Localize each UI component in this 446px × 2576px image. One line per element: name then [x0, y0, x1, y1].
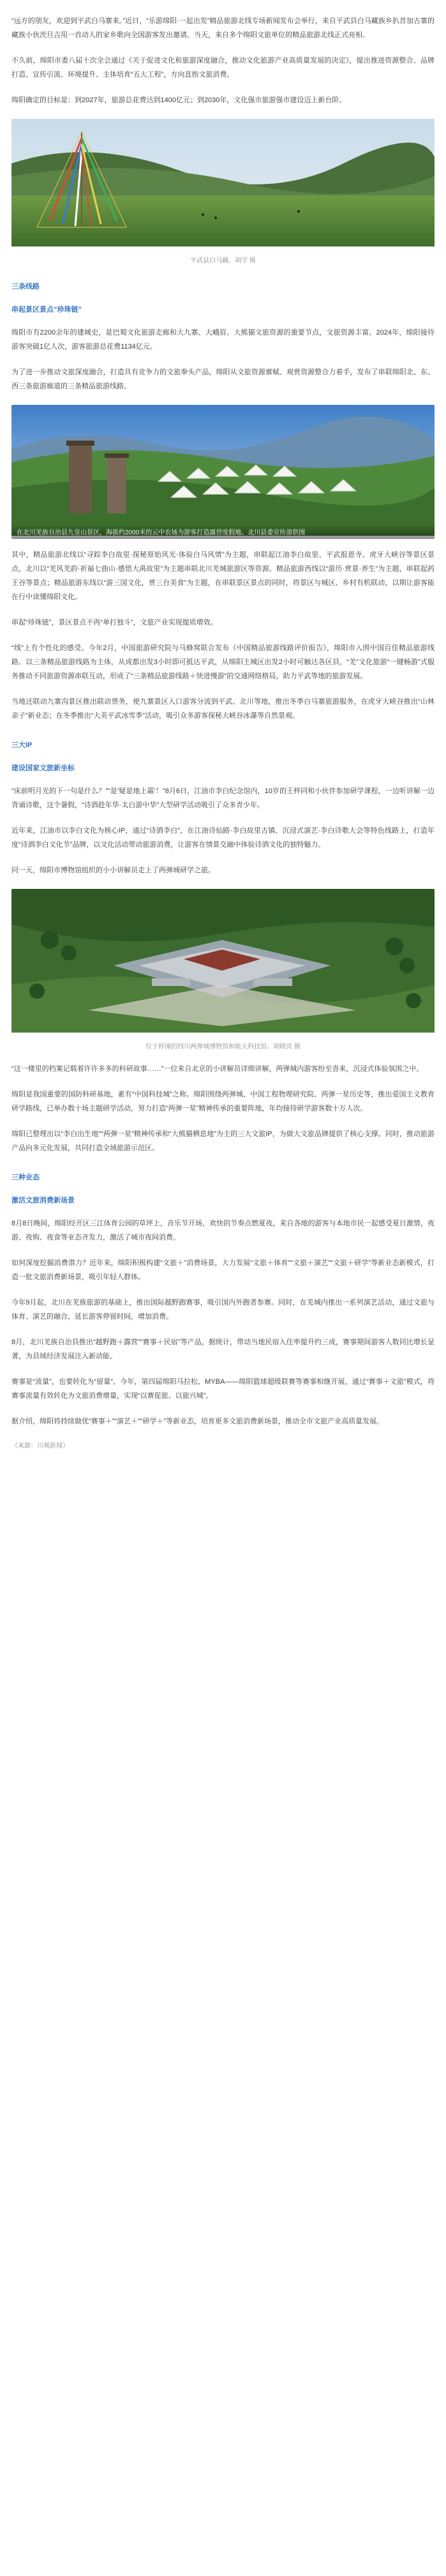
article-paragraph: 为了进一步推动文旅深度融合，打造具有竞争力的文旅拳头产品，绵阳从文旅资源禀赋、观赏资源整合力着手，发布了串联绵阳北、东、西三条旅游廊道的三条精品旅游线路。	[11, 368, 435, 390]
article-paragraph: 8月8日晚间，绵阳经开区三江体育公园的草坪上，音乐节开场，欢快的节奏点燃夏夜，来自各地的游客与本地市民一起感受夏日激情，夜游、夜购、夜食等业态齐发力，激活了城市夜间消费。	[11, 1220, 435, 1241]
section-subheading: 激活文旅消费新场景	[11, 1197, 75, 1204]
meadow-photo	[11, 119, 435, 250]
figure-caption: 位于梓潼的四川两弹城博物馆和航天科技馆。胡晓宾 摄	[145, 1043, 301, 1050]
article-paragraph: 绵阳是我国重要的国防科研基地，素有“中国科技城”之称。绵阳围绕两弹城、中国工程物理研究院、两弹一星历史等，推出爱国主义教育研学路线，已举办数十场主题研学活动，努力打造“两弹一星”精神传承的重要阵地，年均接待研学游客数十万人次。	[11, 1091, 435, 1112]
museum-illustration	[11, 889, 435, 1033]
figure-caption: 平武县白马藏。胡学 摄	[190, 257, 256, 264]
article-paragraph: 其中，精品旅游北线以“寻踪李白故里·探秘原始风光·体验白马风情”为主题，串联起江油李白故里、平武报恩寺、虎牙大峡谷等景区景点，北川以“羌风羌韵·祈福七曲山·感悟大禹故里”为主题串联北川羌城旅游区等资源。精品旅游西线以“游历·赏景·养生”为主题，串联起药王谷等景点；精品旅游东线以“游三国文化，赏三台美食”为主题，在串联景区景点的同时，将景区与城区、乡村有机联动，以期让游客能在行中读懂绵阳文化。	[11, 551, 435, 601]
article-paragraph: 如何深度挖掘消费潜力？近年来，绵阳积极构建“文旅＋”消费场景，大力发展“文旅＋体育”“文旅＋演艺”“文旅＋研学”等新业态新模式，打造一批文旅消费新场景，吸引年轻人群体。	[11, 1259, 435, 1281]
article-paragraph: “远方的朋友，欢迎到平武白马寨来。”近日，“乐游绵阳·一起出发”精品旅游北线专场新闻发布会举行，来自平武县白马藏族乡扒昔加古寨的藏族小伙茨旦吉用一首动人的家乡歌向全国游客发出邀请。当天，来自多个绵阳文旅单位的精品旅游北线正式亮相。	[11, 17, 435, 39]
article-paragraph: 不久前，绵阳市委八届十次全会通过《关于促进文化和旅游深度融合，推动文化旅游产业高质量发展的决定》，提出推进资源整合、品牌打造、宣传引流、环境提升、主体培育“五大工程”，方向直指文旅消费。	[11, 57, 435, 79]
article-paragraph: 今年9月起，北川在羌族旅游的基础上，推出国际越野跑赛事，吸引国内外跑者参赛。同时，在羌城内推出一系列演艺活动，通过文旅与体育、演艺的融合，延长游客停留时间，增加消费。	[11, 1299, 435, 1321]
camp-photo	[11, 405, 435, 539]
figure-caption-overlay: 在北川羌族自治县九皇山景区，海拔约2000米的云中农场为游客打造露营度假地。北川县委宣传部供图	[11, 524, 435, 539]
article-paragraph: 绵阳确定的目标是：到2027年，旅游总花费达到1400亿元；到2030年，文化强市旅游强市建设迈上新台阶。	[11, 96, 346, 104]
article-paragraph: 赛事是“流量”，也要转化为“留量”。今年，第四届绵阳马拉松、MYBA——绵阳篮球超级联赛等赛事相继开展，通过“赛事＋文旅”模式，将赛事流量有效转化为文旅消费增量，实现“以赛促旅、以旅兴城”。	[11, 1378, 435, 1400]
article-paragraph: 近年来，江油市以李白文化为核心IP，通过“诗酒李白”，在江油诗仙路·李白故里古镇、沉浸式演艺·李白诗歌大会等特色线路上，打造年度“诗酒李白文化节”品牌，以文化活动带动旅游消费，让游客在情景交融中体验诗酒文化的独特魅力。	[11, 827, 435, 849]
section-heading: 三条线路	[11, 283, 40, 291]
article-paragraph: 同一天，绵阳市博物馆组织的小小讲解员走上了两弹城研学之旅。	[11, 867, 215, 874]
article-paragraph: “线”上有个性化的感受。今年2月，中国旅游研究院与马蜂窝联合发布《中国精品旅游线路评价报告》，绵阳市入围中国百佳精品旅游线路。以三条精品旅游线路为主体，从成都出发3小时即可抵达平武，从绵阳主城区出发2小时可触达各区县，“羌”文化旅游“一键畅游”式服务推动不同旅游资源串联互动，形成了“三条精品旅游线路＋快进慢游”的交通网络格局，助力平武等地的旅游发展。	[11, 644, 435, 680]
museum-aerial-photo	[11, 889, 435, 1036]
article-paragraph: 绵阳市有2200余年的建城史，是巴蜀文化旅游走廊和大九寨、大峨眉、大熊猫文旅资源的重要节点，文旅资源丰富。2024年，绵阳接待游客突破1亿人次，游客旅游总花费1134亿元。	[11, 329, 435, 351]
section-heading: 三种业态	[11, 1174, 40, 1181]
article-paragraph: 当地还联动九寨沟景区推出联动票务，使九寨景区入口游客分流到平武、北川等地，推出冬季白马寨旅游服务，在虎牙大峡谷推出“山林亲子”新业态；在冬季推出“大美平武冰雪季”活动，吸引众多游客探秘大峡谷冰瀑等自然景观。	[11, 698, 435, 720]
article-paragraph: “这一楼里的档案记载着许许多多的科研故事……”一位来自北京的小讲解员详细讲解，两弹城内游客纷至沓来，沉浸式体验氛围之中。	[11, 1065, 424, 1073]
article-paragraph: 据介绍，绵阳将持续做优“赛事＋”“演艺＋”“研学＋”等新业态，培育更多文旅消费新场景，推动全市文旅产业高质量发展。	[11, 1418, 383, 1425]
section-subheading: 建设国家文旅新坐标	[11, 764, 75, 772]
section-heading: 三大IP	[11, 741, 33, 749]
section-subheading: 串起景区景点“珍珠链”	[11, 306, 82, 314]
meadow-illustration	[11, 119, 435, 246]
camp-illustration	[11, 405, 435, 536]
article-paragraph: 串起“珍珠链”，景区景点不再“单打独斗”，文旅产业实现提质增效。	[11, 619, 218, 626]
article-paragraph: 8月，北川羌族自治县推出“越野跑＋露营”“赛事＋民宿”等产品，据统计，带动当地民宿入住率提升约三成，赛事期间游客人数同比增长显著，为县域经济发展注入新动能。	[11, 1338, 435, 1360]
article-paragraph: 绵阳已整理出以“李白出生地”“两弹一星”精神传承和“大熊猫栖息地”为主的三大文旅IP，为做大文旅品牌提供了核心支撑。同时，推动旅游产品向多元化发展，共同打造全域旅游示范区。	[11, 1130, 435, 1152]
article-source: （来源：川观新闻）	[11, 1443, 69, 1450]
article-paragraph: “床前明月光的下一句是什么？”“是‘疑是地上霜’！”8月6日，江油市李白纪念馆内，10岁的王梓同和小伙伴参加研学课程，一边听讲解一边背诵诗歌，这个暑假，“诗酒趁年华·太白游中华”大型研学活动吸引了众多青少年。	[11, 787, 435, 809]
